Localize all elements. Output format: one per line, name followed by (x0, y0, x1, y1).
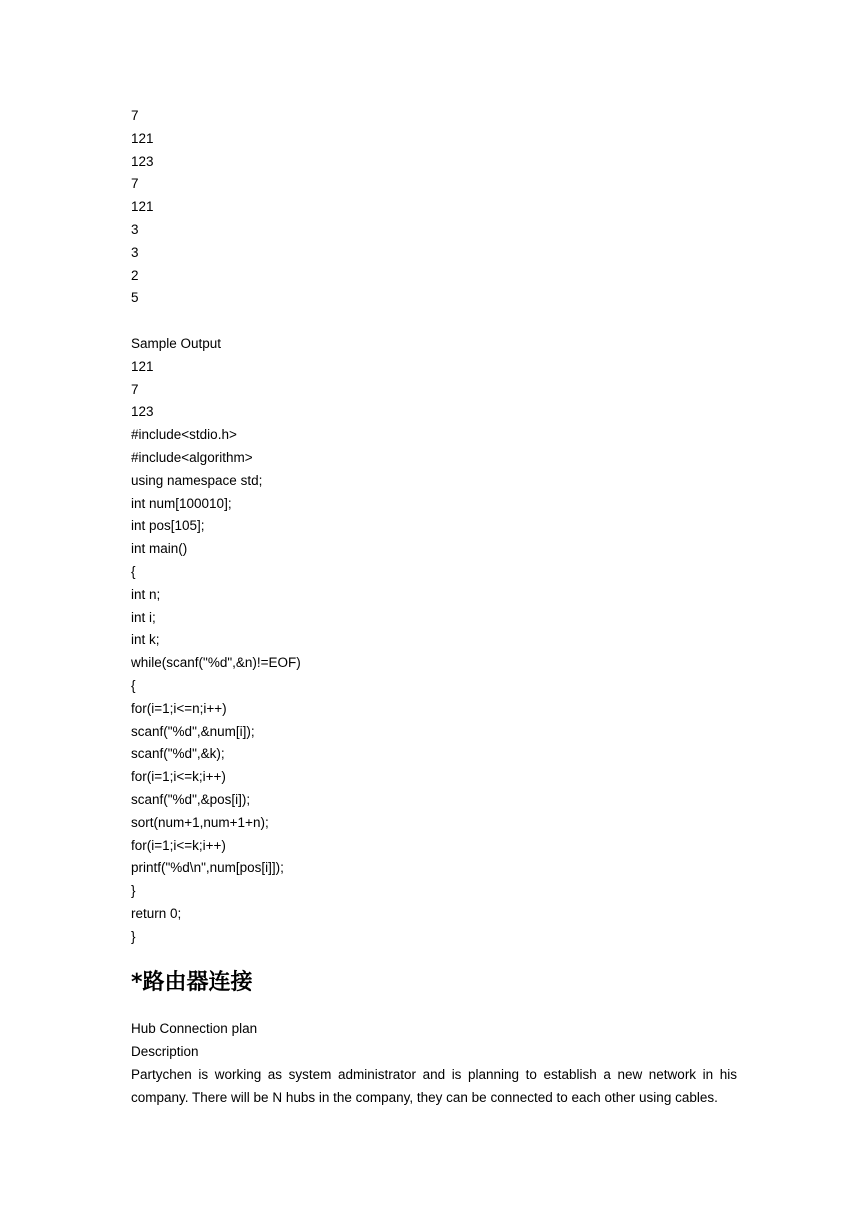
code-line: #include<stdio.h> (131, 427, 237, 443)
code-line: int k; (131, 632, 160, 648)
sample-output-line: 123 (131, 404, 154, 420)
sample-input-line: 123 (131, 153, 154, 169)
problem-title: Hub Connection plan (131, 1021, 258, 1037)
sample-input-line: 7 (131, 176, 139, 192)
sample-input-line: 5 (131, 290, 139, 306)
page-content (131, 105, 737, 1110)
sample-input-line: 2 (131, 267, 139, 283)
code-line: { (131, 677, 136, 693)
code-line: printf("%d\n",num[pos[i]]); (131, 860, 284, 876)
code-line: for(i=1;i<=k;i++) (131, 769, 226, 785)
code-line: for(i=1;i<=k;i++) (131, 837, 226, 853)
code-line: for(i=1;i<=n;i++) (131, 700, 227, 716)
code-line: sort(num+1,num+1+n); (131, 814, 269, 830)
code-listing (131, 424, 737, 948)
code-line: int pos[105]; (131, 518, 205, 534)
code-line: scanf("%d",&num[i]); (131, 723, 255, 739)
code-line: scanf("%d",&pos[i]); (131, 791, 251, 807)
code-line: #include<algorithm> (131, 449, 253, 465)
description-label: Description (131, 1044, 199, 1060)
sample-output-label: Sample Output (131, 335, 222, 351)
sample-output-line: 121 (131, 358, 154, 374)
code-line: } (131, 928, 136, 944)
sample-input-line: 7 (131, 108, 139, 123)
code-line: int main() (131, 541, 188, 557)
code-line: { (131, 563, 136, 579)
spacer (131, 310, 737, 333)
code-line: } (131, 883, 136, 899)
sample-input-line: 121 (131, 199, 154, 215)
code-line: scanf("%d",&k); (131, 746, 225, 762)
sample-input-tail (131, 105, 737, 310)
sample-output-line: 7 (131, 381, 139, 397)
code-line: int num[100010]; (131, 495, 232, 511)
code-line: int i; (131, 609, 156, 625)
description-paragraph: Partychen is working as system administrator and is planning to establish a new network in his company. There will be N hubs in the company, they can be connected to each other using cables. (131, 1067, 737, 1105)
code-line: while(scanf("%d",&n)!=EOF) (131, 655, 301, 671)
section-heading: *路由器连接 (131, 970, 253, 996)
sample-input-line: 121 (131, 130, 154, 146)
sample-input-line: 3 (131, 244, 139, 260)
sample-input-line: 3 (131, 221, 139, 237)
sample-output (131, 333, 737, 424)
code-line: using namespace std; (131, 472, 263, 488)
code-line: int n; (131, 586, 161, 602)
code-line: return 0; (131, 905, 182, 921)
